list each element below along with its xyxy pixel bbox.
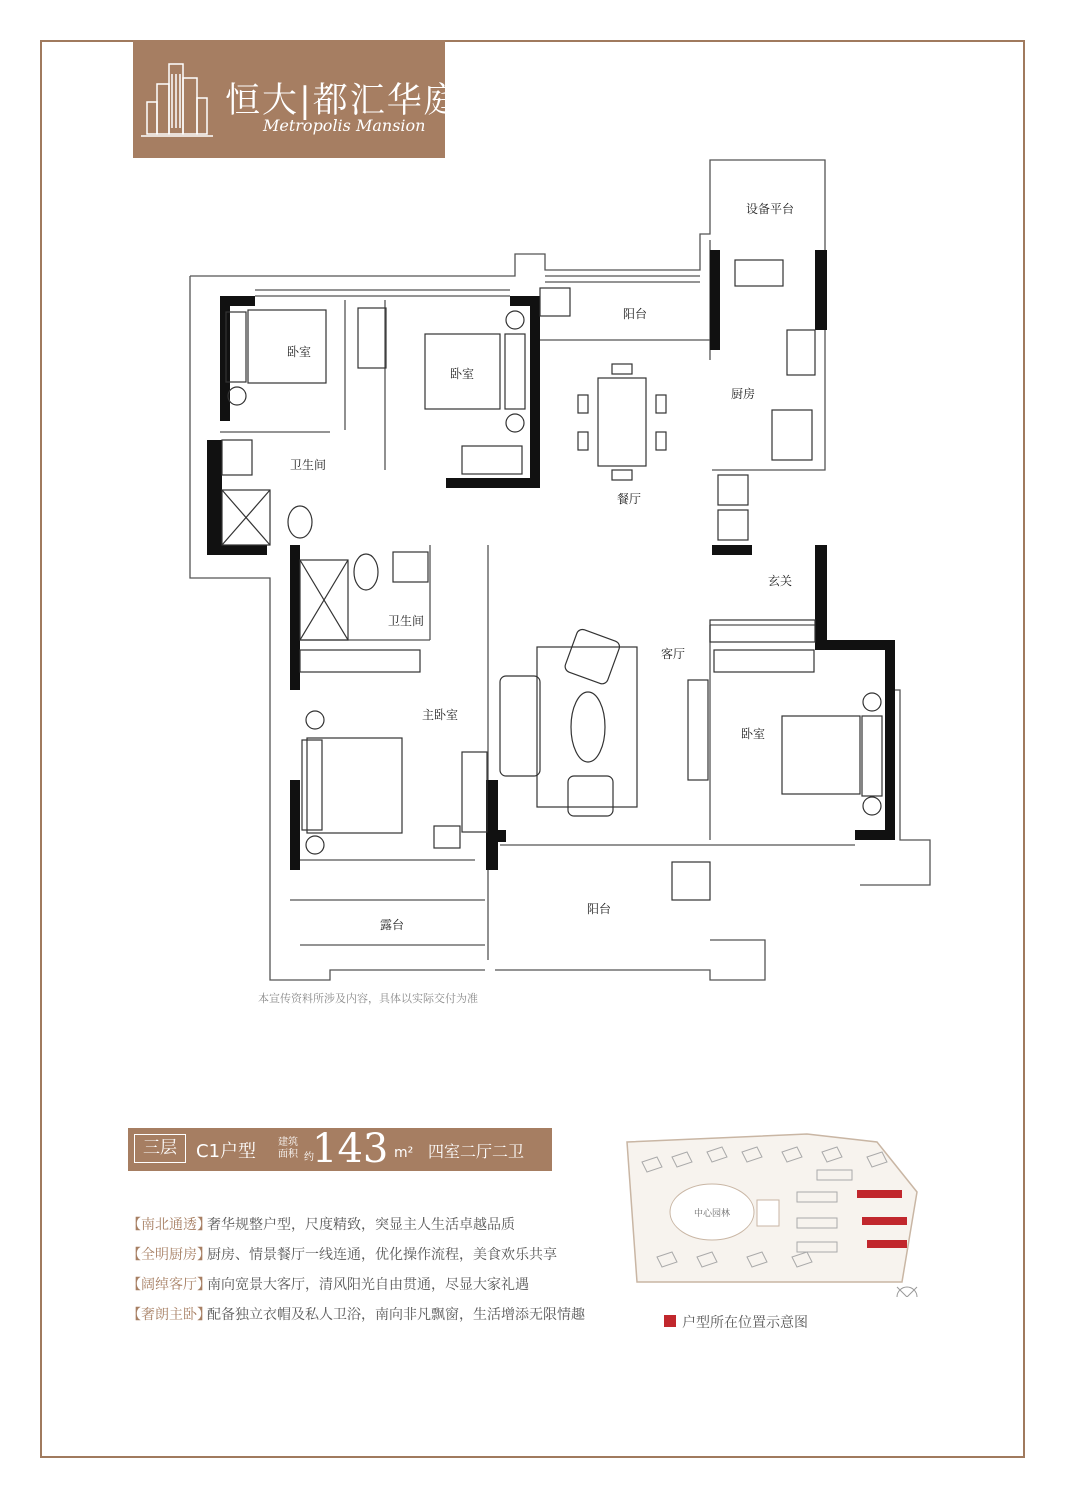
room-terrace: 露台 <box>380 918 405 932</box>
area-value: 143 <box>312 1126 389 1172</box>
room-bathroom-2: 卫生间 <box>388 614 425 628</box>
room-bathroom-1: 卫生间 <box>290 458 327 472</box>
feature-tag: 【南北通透】 <box>127 1217 211 1233</box>
room-entrance: 玄关 <box>768 574 793 588</box>
feature-text: 奢华规整户型，尺度精致，突显主人生活卓越品质 <box>207 1217 515 1233</box>
legend-label: 户型所在位置示意图 <box>682 1315 808 1331</box>
room-bedroom-n: 卧室 <box>450 367 475 381</box>
area-unit: m² <box>394 1145 414 1161</box>
compass-icon <box>897 1287 917 1297</box>
room-dining: 餐厅 <box>617 492 642 506</box>
room-equipment-platform: 设备平台 <box>746 202 795 216</box>
room-bedroom-e: 卧室 <box>741 727 766 741</box>
feature-tag: 【奢朗主卧】 <box>127 1307 211 1323</box>
room-master-bedroom: 主卧室 <box>422 708 459 722</box>
feature-tag: 【全明厨房】 <box>127 1247 211 1263</box>
brand-subtitle: Metropolis Mansion <box>263 116 426 135</box>
brand-name: 恒大|都汇华庭 <box>225 81 461 121</box>
feature-text: 南向宽景大客厅，清风阳光自由贯通，尽显大家礼遇 <box>207 1277 529 1293</box>
room-balcony-north: 阳台 <box>623 307 648 321</box>
feature-tag: 【阔绰客厅】 <box>127 1277 211 1293</box>
site-center-label: 中心园林 <box>693 1209 731 1219</box>
disclaimer-text: 本宣传资料所涉及内容，具体以实际交付为准 <box>258 992 478 1005</box>
unit-type-bar <box>128 1128 552 1171</box>
layout-text: 四室二厅二卫 <box>428 1142 525 1161</box>
feature-text: 配备独立衣帽及私人卫浴，南向非凡飘窗，生活增添无限情趣 <box>207 1307 585 1323</box>
area-prefix: 约 <box>304 1152 314 1163</box>
room-balcony-south: 阳台 <box>587 902 612 916</box>
site-plan-map <box>617 1122 927 1297</box>
area-label: 建筑面积 <box>278 1137 298 1160</box>
legend-swatch <box>664 1315 676 1327</box>
room-living: 客厅 <box>661 647 686 661</box>
room-bedroom-nw: 卧室 <box>287 345 312 359</box>
unit-type: C1户型 <box>196 1141 257 1162</box>
floor-badge: 三层 <box>134 1134 186 1163</box>
room-kitchen: 厨房 <box>731 387 756 401</box>
feature-text: 厨房、情景餐厅一线连通，优化操作流程，美食欢乐共享 <box>207 1247 557 1263</box>
